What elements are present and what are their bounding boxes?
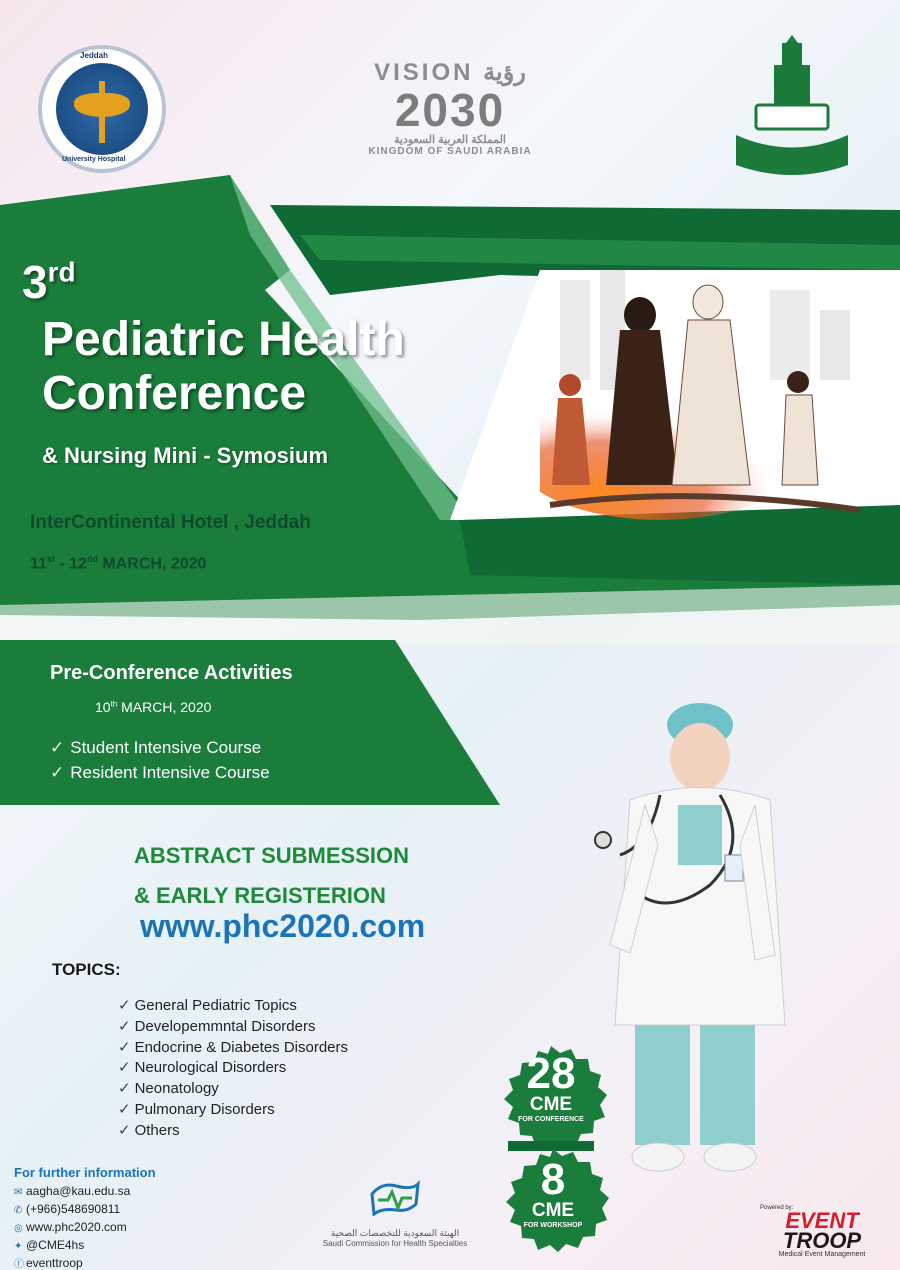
caduceus-emblem [56,63,148,155]
cme-badge-workshop [494,1155,612,1229]
pre-conference-title: Pre-Conference Activities [50,662,293,684]
contact-twitter[interactable]: ✦ @CME4hs [14,1237,156,1255]
child-doctor-photo [590,695,800,1180]
conference-subtitle: & Nursing Mini - Symosium [42,443,329,468]
check-icon: ✓ [118,1017,131,1035]
list-item: ✓ Resident Intensive Course [50,763,270,782]
event-troop-line1: EVENT [785,1208,859,1233]
abstract-submission-text: ABSTRACT SUBMESSION [134,843,410,868]
list-item: ✓ Developemmntal Disorders [118,1017,316,1035]
early-registration-text: & EARLY REGISTERION [134,883,386,908]
check-icon: ✓ [50,763,65,782]
cme-conference-label: FOR CONFERENCE [518,1116,584,1123]
check-icon: ✓ [50,738,65,757]
scfhs-logo-icon [368,1180,422,1216]
vision-2030-logo [330,58,570,168]
check-icon: ✓ [118,1100,131,1118]
globe-icon: ◎ [14,1223,23,1234]
event-troop-logo [752,1205,892,1258]
check-icon: ✓ [118,1059,131,1077]
contact-facebook[interactable]: ⓕ eventtroop [14,1255,156,1270]
venue: InterContinental Hotel , Jeddah [30,512,311,533]
cme-conference-number: 28 [526,1049,576,1098]
topics-list [118,996,348,1142]
cme-workshop-unit: CME [531,1200,575,1221]
pre-conference-date: 10th MARCH, 2020 [95,699,212,715]
vision-arabic-country: المملكة العربية السعودية [394,134,506,146]
cme-workshop-number: 8 [540,1155,566,1204]
title-line-1: Pediatric Health [42,313,405,366]
vision-year: 2030 [394,84,506,136]
contact-heading: For further information [14,1165,156,1180]
contact-email[interactable]: ✉ aagha@kau.edu.sa [14,1183,156,1201]
registration-heading [134,836,409,916]
facebook-icon: ⓕ [14,1259,24,1270]
twitter-icon: ✦ [14,1241,23,1252]
check-icon: ✓ [118,997,131,1014]
list-item: ✓ General Pediatric Topics [118,997,297,1014]
cme-workshop-label: FOR WORKSHOP [523,1222,583,1229]
jeddah-university-hospital-logo [38,45,166,173]
list-item: ✓ Student Intensive Course [50,738,262,757]
edition-number: 3rd [22,256,76,308]
powered-by-label: Powered by: [760,1205,794,1211]
list-item: ✓ Others [118,1121,180,1139]
list-item: ✓ Endocrine & Diabetes Disorders [118,1038,349,1056]
list-item: ✓ Pulmonary Disorders [118,1100,275,1118]
event-troop-line2: TROOP [782,1228,862,1253]
contact-info [14,1165,156,1270]
event-troop-tagline: Medical Event Management [778,1251,866,1258]
scfhs-english: Saudi Commission for Health Specialties [322,1239,468,1248]
envelope-icon: ✉ [14,1187,23,1198]
list-item: ✓ Neonatology [118,1080,219,1098]
kau-logo [728,35,856,185]
cme-conference-unit: CME [529,1094,573,1115]
check-icon: ✓ [118,1038,131,1056]
family-illustration [540,270,870,520]
scfhs-arabic: الهيئة السعودية للتخصصات الصحية [330,1228,460,1238]
vision-english-country: KINGDOM OF SAUDI ARABIA [368,146,532,157]
website-link[interactable]: www.phc2020.com [140,908,426,944]
cme-badge-conference [492,1049,610,1123]
contact-web[interactable]: ◎ www.phc2020.com [14,1219,156,1237]
conference-title [42,313,405,421]
vision-label: VISION رؤية [374,59,526,86]
hospital-logo-bottom-text: University Hospital [62,156,126,163]
pre-conference-list [50,735,270,785]
hospital-logo-top-text: Jeddah [80,51,109,60]
contact-phone[interactable]: ✆ (+966)548690811 [14,1201,156,1219]
topics-heading: TOPICS: [52,960,121,979]
scfhs-logo-text [300,1228,490,1248]
check-icon: ✓ [118,1121,131,1139]
title-line-2: Conference [42,367,307,420]
list-item: ✓ Neurological Disorders [118,1059,287,1077]
phone-icon: ✆ [14,1205,23,1216]
conference-dates: 11st - 12nd MARCH, 2020 [30,554,207,573]
check-icon: ✓ [118,1080,131,1098]
